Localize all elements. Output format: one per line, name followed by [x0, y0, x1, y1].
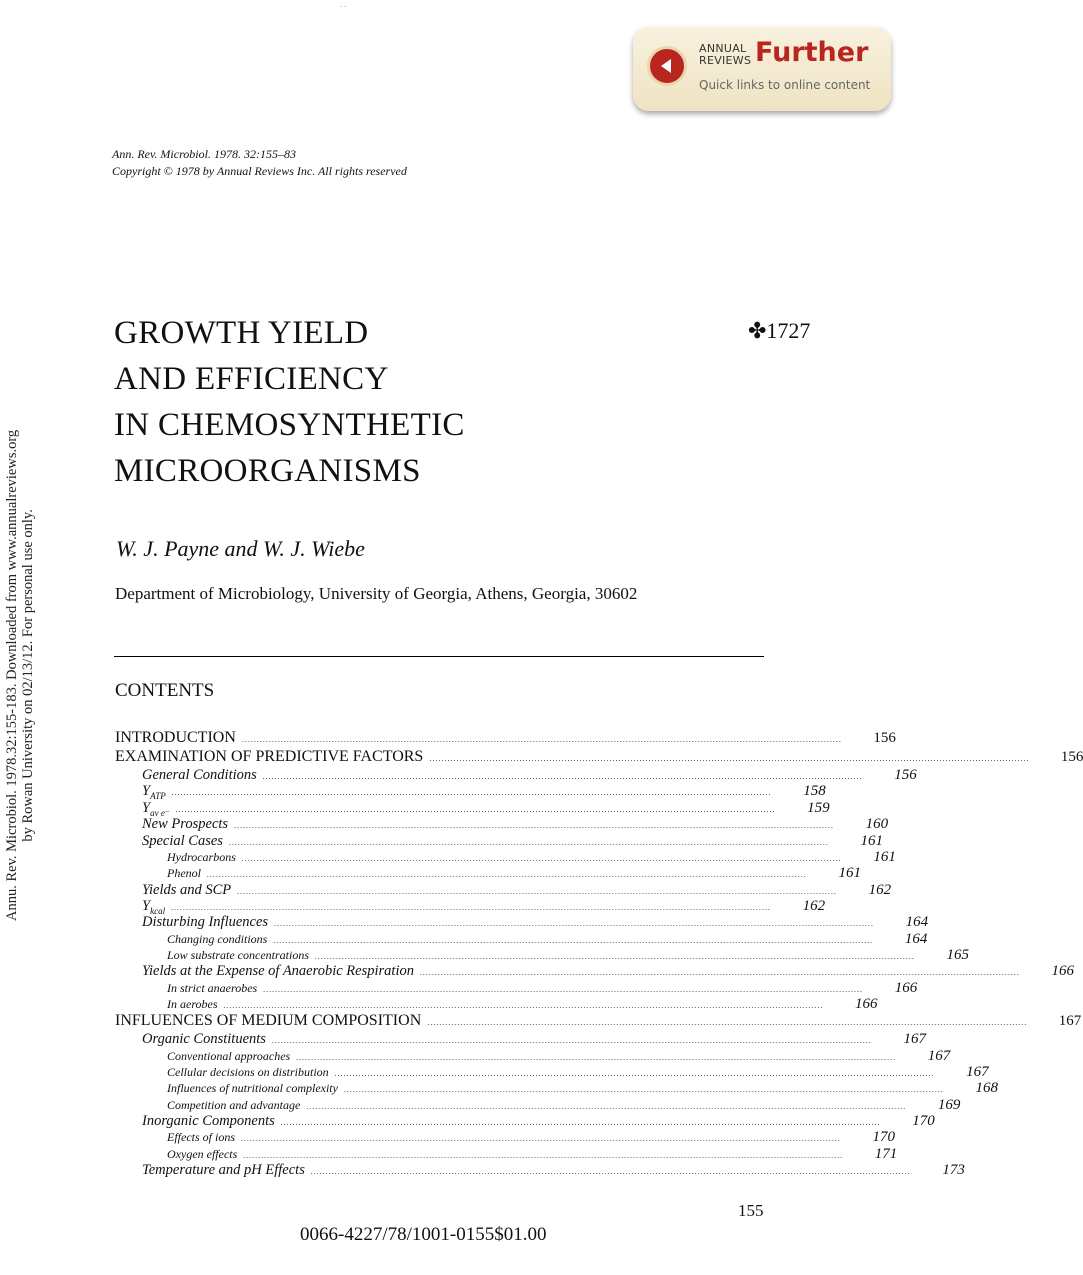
toc-entry [115, 799, 830, 818]
toc-leader-dots: ........................................................................................................................................................................................................ [228, 837, 829, 847]
toc-leader-dots: ........................................................................................................................................................................................................ [273, 935, 874, 945]
toc-entry-page: 161 [838, 865, 861, 882]
toc-entry [115, 930, 928, 947]
download-notice [4, 430, 36, 921]
toc-entry-page: 156 [894, 767, 917, 783]
badge-subtitle: Quick links to online content [699, 78, 871, 92]
toc-entry-label: General Conditions [142, 767, 257, 783]
toc-entry-page: 171 [874, 1145, 898, 1162]
toc-entry-page: 166 [1051, 963, 1074, 980]
toc-leader-dots: ........................................................................................................................................................................................................ [271, 1036, 872, 1046]
toc-leader-dots: ........................................................................................................................................................................................................ [310, 1166, 911, 1176]
page-number: 155 [738, 1201, 764, 1220]
toc-entry-label: Yields and SCP [142, 881, 232, 898]
toc-entry [115, 1063, 989, 1080]
toc-leader-dots: ........................................................................................................................................................................................................ [296, 1052, 897, 1062]
toc-entry [115, 832, 883, 849]
toc-entry-page: 166 [894, 979, 918, 996]
toc-entry-label: Conventional approaches [167, 1048, 291, 1063]
toc-entry-page: 170 [872, 1129, 895, 1146]
toc-entry-label: Effects of ions [167, 1130, 235, 1145]
toc-entry [115, 1161, 965, 1178]
toc-leader-dots: ........................................................................................................................................................................................................ [241, 735, 842, 744]
toc-entry [115, 1145, 898, 1162]
toc-entry-label: Cellular decisions on distribution [167, 1064, 329, 1079]
toc-entry-label: INTRODUCTION [115, 729, 236, 746]
toc-leader-dots: ........................................................................................................................................................................................................ [237, 886, 838, 896]
toc-entry-label: Competition and advantage [167, 1097, 301, 1112]
toc-entry-label: Temperature and pH Effects [142, 1161, 305, 1178]
toc-entry-subscript: kcal [150, 905, 166, 916]
toc-entry-subscript: av e⁻ [150, 807, 170, 818]
toc-entry-label: Changing conditions [167, 931, 268, 946]
toc-entry-label: Low substrate concentrations [167, 948, 310, 963]
title-line: GROWTH YIELD [114, 315, 369, 351]
toc-entry-page: 168 [975, 1080, 998, 1097]
further-badge[interactable] [633, 27, 891, 111]
toc-entry-label: INFLUENCES OF MEDIUM COMPOSITION [115, 1012, 422, 1030]
toc-entry [115, 729, 896, 748]
toc-leader-dots: ........................................................................................................................................................................................................ [343, 1085, 944, 1095]
download-notice-line-2: by Rowan University on 02/13/12. For personal use only. [20, 509, 36, 842]
affiliation: Department of Microbiology, University of Georgia, Athens, Georgia, 30602 [115, 584, 638, 603]
toc-entry-page: 165 [946, 947, 970, 964]
toc-entry [115, 914, 929, 931]
toc-leader-dots: ........................................................................................................................................................................................................ [427, 1018, 1028, 1028]
toc-leader-dots: ........................................................................................................................................................................................................ [280, 1117, 881, 1127]
title-line: AND EFFICIENCY [114, 361, 389, 397]
toc-entry-label: In strict anaerobes [167, 980, 258, 995]
toc-entry [115, 748, 1083, 767]
badge-annual: ANNUAL [699, 42, 747, 55]
toc-entry-page: 167 [1058, 1013, 1082, 1030]
toc-entry [115, 1031, 926, 1048]
toc-entry [115, 816, 889, 833]
citation-line-2: Copyright © 1978 by Annual Reviews Inc. All rights reserved [112, 164, 407, 178]
toc-entry-label: Oxygen effects [167, 1146, 238, 1161]
toc-entry-page: 162 [802, 897, 826, 914]
footer-code: 0066-4227/78/1001-0155$01.00 [300, 1224, 547, 1245]
title-line: MICROORGANISMS [114, 453, 421, 489]
toc-entry-label: $Y_{kcal}$ [142, 897, 166, 916]
toc-entry-page: 164 [904, 930, 928, 947]
toc-entry [115, 963, 1074, 980]
contents-heading: CONTENTS [115, 680, 215, 701]
badge-further-title: Further [755, 37, 869, 68]
toc-entry [115, 996, 878, 1012]
toc-entry-label: In aerobes [167, 997, 218, 1011]
toc-leader-dots: ........................................................................................................................................................................................................ [334, 1068, 935, 1078]
article-number: ✤1727 [748, 318, 811, 343]
toc-leader-dots: ........................................................................................................................................................................................................ [171, 788, 772, 798]
toc-entry-label: $Y_{av e^-}$ [142, 799, 170, 818]
table-of-contents [115, 729, 1083, 1178]
toc-entry-label: Special Cases [142, 832, 223, 849]
toc-entry [115, 1096, 961, 1113]
toc-entry-page: 164 [905, 914, 929, 931]
toc-leader-dots: ........................................................................................................................................................................................................ [419, 968, 1020, 978]
toc-entry [115, 881, 892, 898]
toc-leader-dots: ........................................................................................................................................................................................................ [223, 1001, 824, 1010]
toc-leader-dots: ........................................................................................................................................................................................................ [171, 902, 772, 912]
toc-entry-label: Disturbing Influences [142, 914, 269, 931]
toc-entry [115, 767, 917, 783]
toc-leader-dots: ........................................................................................................................................................................................................ [429, 754, 1030, 763]
toc-leader-dots: ........................................................................................................................................................................................................ [315, 952, 916, 962]
citation-line-1: Ann. Rev. Microbiol. 1978. 32:155–83 [112, 147, 296, 161]
toc-entry-page: 173 [942, 1161, 965, 1178]
toc-entry-page: 160 [865, 816, 889, 833]
toc-entry [115, 1112, 935, 1129]
toc-entry [115, 1080, 998, 1097]
toc-entry [115, 1129, 895, 1146]
toc-entry-page: 167 [966, 1063, 989, 1080]
toc-entry-page: 161 [860, 832, 883, 849]
toc-entry-label: Hydrocarbons [167, 849, 236, 864]
toc-entry-page: 162 [868, 881, 892, 898]
toc-entry-label: EXAMINATION OF PREDICTIVE FACTORS [115, 748, 424, 765]
toc-entry [115, 865, 861, 882]
toc-entry-page: 156 [1060, 749, 1083, 765]
toc-entry-page: 169 [937, 1096, 961, 1113]
toc-entry-label: Yields at the Expense of Anaerobic Respiration [142, 963, 414, 980]
toc-entry-label: $Y_{ATP}$ [142, 783, 166, 802]
toc-entry-page: 156 [873, 730, 896, 746]
download-notice-line-1: Annu. Rev. Microbiol. 1978.32:155-183. Downloaded from www.annualreviews.org [4, 429, 20, 921]
toc-entry [115, 848, 896, 865]
toc-entry [115, 947, 970, 964]
toc-entry [115, 1012, 1082, 1031]
toc-entry-page: 159 [807, 799, 830, 816]
toc-entry [115, 897, 826, 916]
toc-entry-label: Organic Constituents [142, 1031, 266, 1048]
toc-leader-dots: ........................................................................................................................................................................................................ [234, 821, 835, 831]
toc-entry-page: 158 [803, 783, 826, 800]
title-line: IN CHEMOSYNTHETIC [114, 407, 465, 443]
toc-entry [115, 783, 826, 802]
toc-leader-dots: ........................................................................................................................................................................................................ [241, 853, 842, 863]
toc-entry-label: New Prospects [142, 816, 229, 833]
toc-entry-label: Inorganic Components [142, 1112, 275, 1129]
toc-entry-label: Influences of nutritional complexity [167, 1081, 338, 1096]
toc-entry-subscript: ATP [150, 791, 166, 802]
toc-leader-dots: ........................................................................................................................................................................................................ [207, 870, 807, 880]
toc-leader-dots: ........................................................................................................................................................................................................ [306, 1101, 907, 1111]
back-arrow-icon[interactable] [647, 46, 687, 86]
toc-entry-page: 170 [912, 1112, 935, 1129]
toc-entry-page: 167 [903, 1031, 926, 1048]
toc-entry [115, 979, 918, 996]
toc-entry-page: 161 [873, 848, 896, 865]
toc-entry-page: 166 [855, 996, 878, 1012]
toc-leader-dots: ........................................................................................................................................................................................................ [262, 772, 863, 781]
article-title [114, 310, 465, 494]
authors: W. J. Payne and W. J. Wiebe [116, 536, 365, 561]
toc-leader-dots: ........................................................................................................................................................................................................ [243, 1150, 844, 1160]
toc-leader-dots: ........................................................................................................................................................................................................ [274, 919, 875, 929]
toc-entry-page: 167 [927, 1047, 951, 1064]
divider [114, 656, 764, 657]
toc-entry-label: Phenol [167, 866, 201, 881]
toc-entry [115, 1047, 951, 1064]
toc-leader-dots: ........................................................................................................................................................................................................ [241, 1134, 841, 1144]
toc-leader-dots: ........................................................................................................................................................................................................ [263, 984, 864, 994]
toc-leader-dots: ........................................................................................................................................................................................................ [175, 804, 776, 814]
scan-marks: . . [340, 0, 346, 9]
citation [112, 146, 407, 180]
badge-reviews: REVIEWS [699, 54, 752, 67]
